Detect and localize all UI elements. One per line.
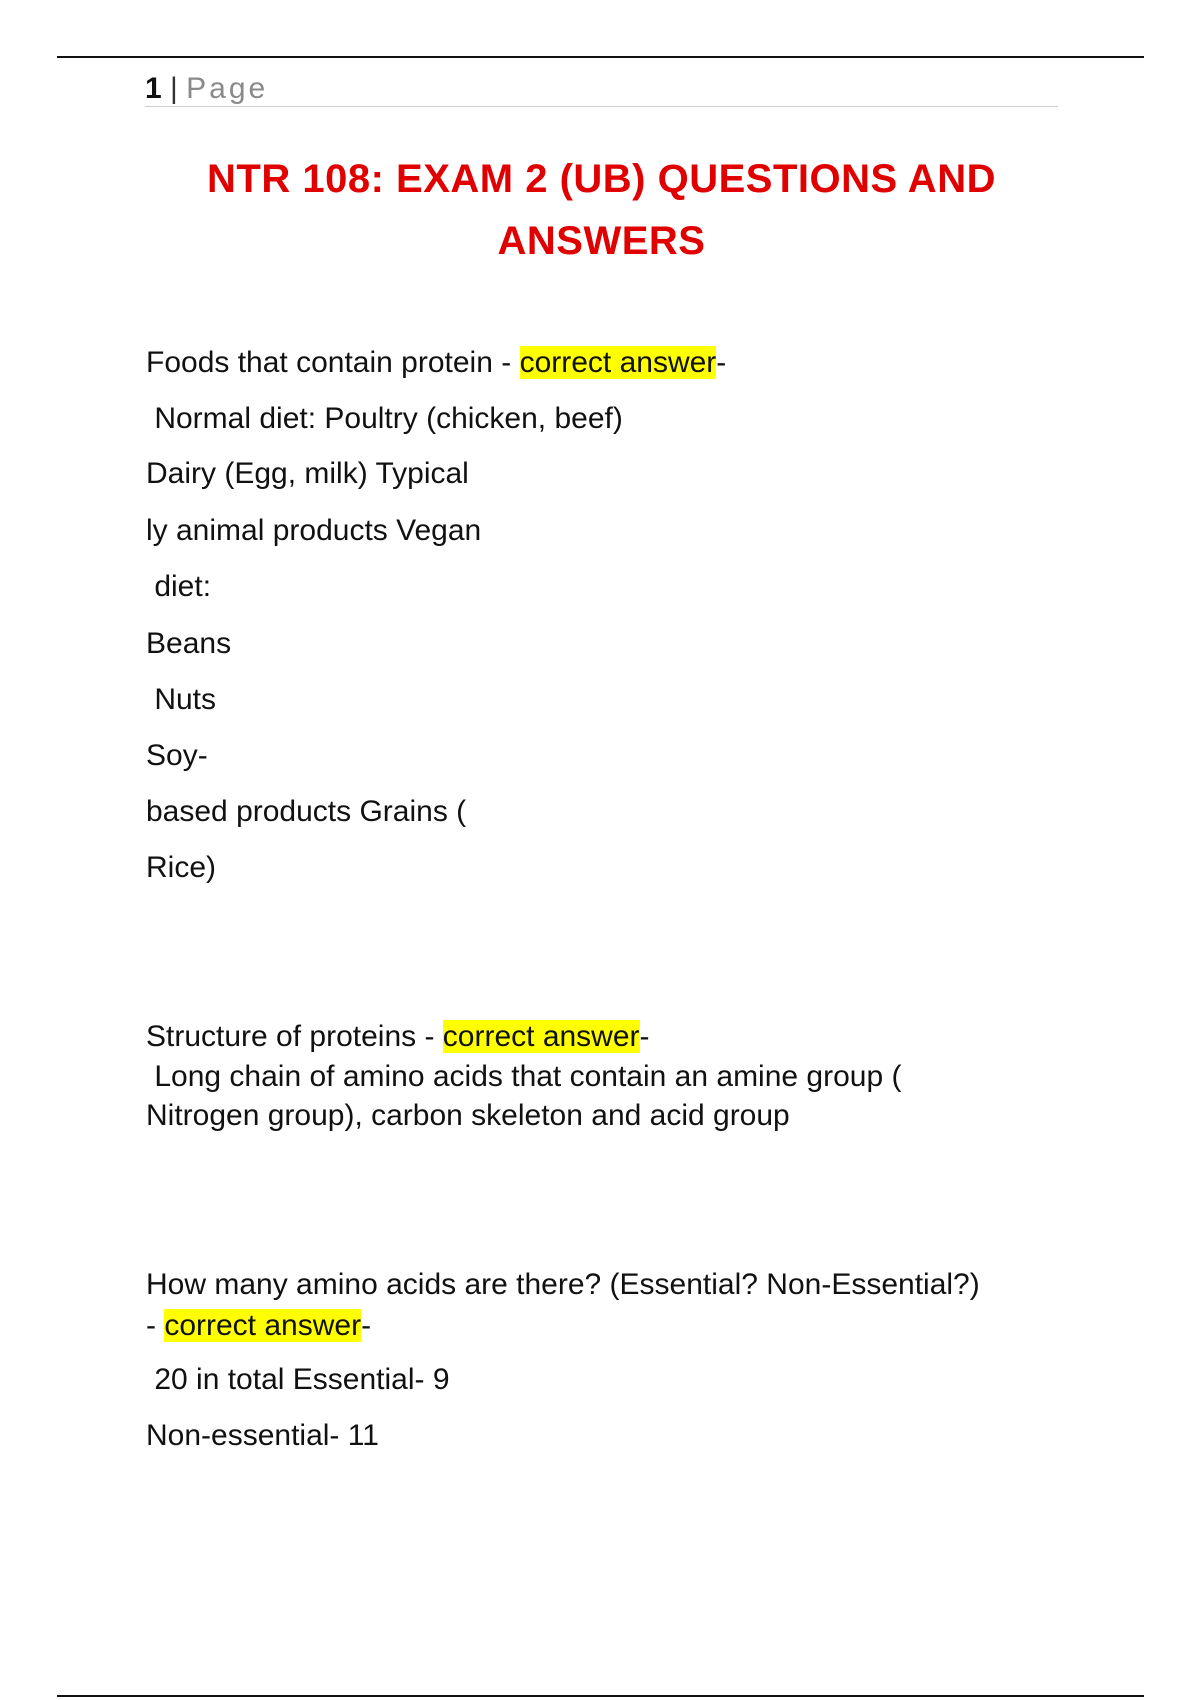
question-3: How many amino acids are there? (Essential? Non-Essential?) [146, 1268, 980, 1301]
answer-3-line-1: 20 in total Essential- 9 [146, 1363, 450, 1396]
answer-1-line-4: diet: [146, 570, 212, 603]
answer-2-line-2: Nitrogen group), carbon skeleton and acid group [146, 1099, 790, 1132]
bottom-rule [57, 1695, 1144, 1697]
answer-1-line-7: Soy- [146, 739, 208, 772]
answer-1-line-9: Rice) [146, 851, 217, 884]
document-title-line-1: NTR 108: EXAM 2 (UB) QUESTIONS AND [207, 157, 996, 201]
question-1-answer-label: correct answer [519, 346, 717, 379]
question-1-text: Foods that contain protein - [146, 346, 520, 379]
page-number: 1 [145, 72, 162, 105]
answer-1-line-8: based products Grains ( [146, 795, 467, 828]
question-3-suffix: - [361, 1309, 372, 1342]
question-3-prefix: - [146, 1309, 165, 1342]
question-2 [146, 1019, 650, 1055]
page-separator: | [161, 72, 187, 105]
question-1 [146, 345, 726, 381]
question-3-answer [146, 1308, 371, 1344]
question-1-suffix: - [716, 346, 727, 379]
answer-1-line-3: ly animal products Vegan [146, 514, 482, 547]
document-title-line-2: ANSWERS [497, 219, 706, 263]
top-rule [57, 56, 1144, 58]
document-title [145, 148, 1058, 272]
question-3-answer-label: correct answer [164, 1309, 362, 1342]
answer-3-line-2: Non-essential- 11 [146, 1419, 379, 1452]
page-header [145, 72, 1058, 107]
answer-1-line-5: Beans [146, 627, 232, 660]
answer-2-line-1: Long chain of amino acids that contain an amine group ( [146, 1060, 902, 1093]
answer-1-line-6: Nuts [146, 683, 217, 716]
answer-1-line-2: Dairy (Egg, milk) Typical [146, 457, 469, 490]
page-label: Page [186, 72, 269, 105]
answer-1-line-1: Normal diet: Poultry (chicken, beef) [146, 402, 623, 435]
question-2-text: Structure of proteins - [146, 1020, 443, 1053]
question-2-suffix: - [639, 1020, 650, 1053]
question-2-answer-label: correct answer [442, 1020, 640, 1053]
